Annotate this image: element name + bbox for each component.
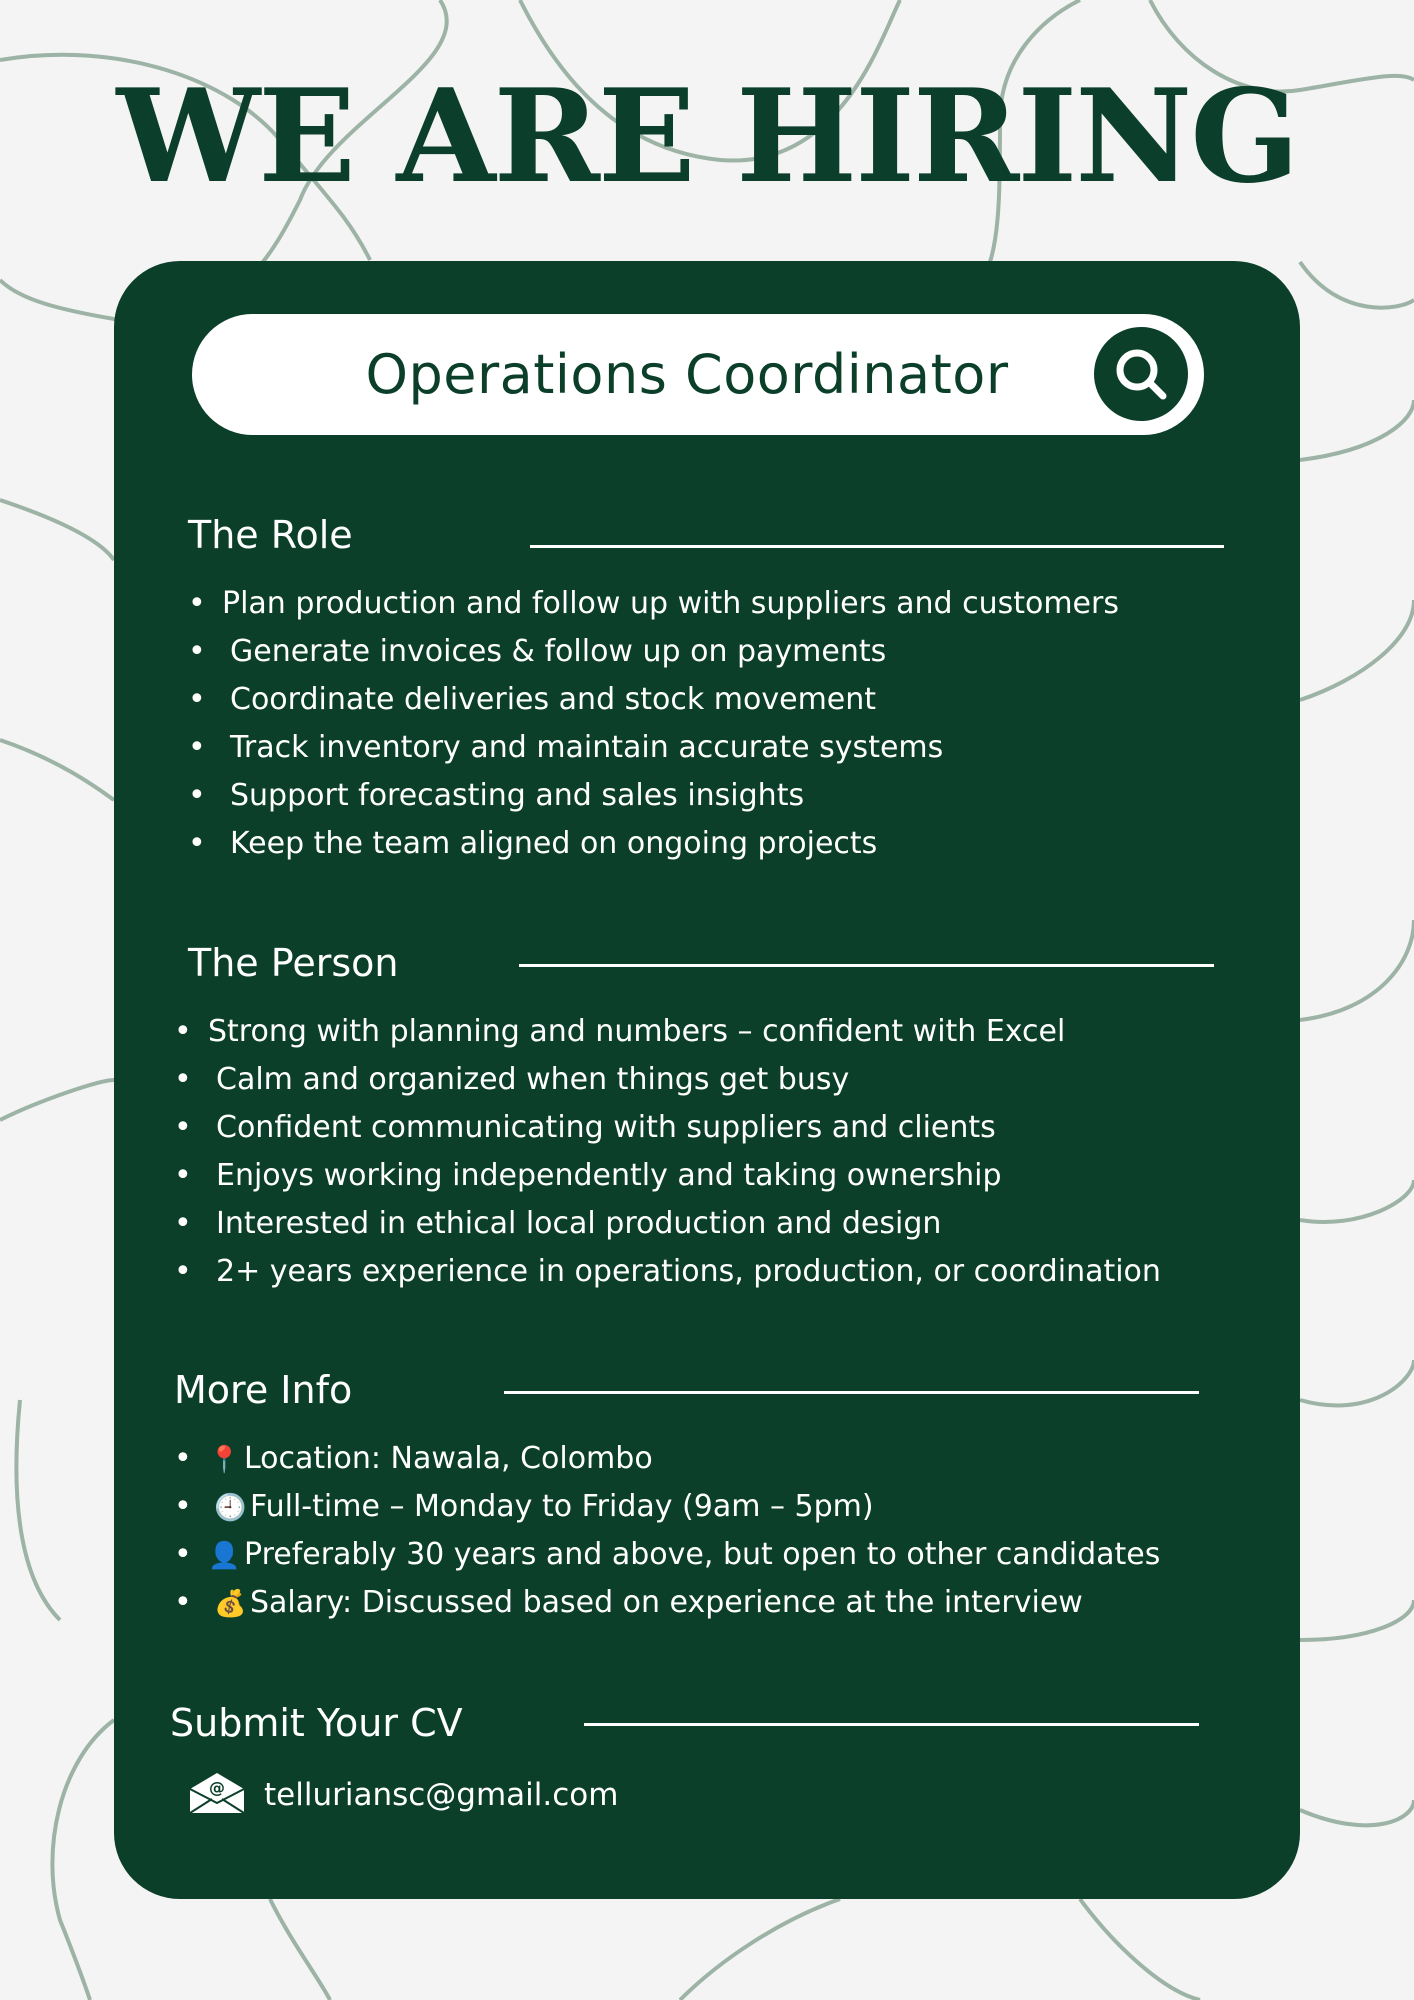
list-item: • Strong with planning and numbers – confident with Excel	[174, 1014, 1066, 1049]
list-item: • Generate invoices & follow up on payments	[188, 634, 887, 669]
list-item: • 🕘 Full-time – Monday to Friday (9am – 5pm)	[174, 1483, 1274, 1531]
clock-icon: 🕘	[214, 1493, 247, 1523]
page-title: WE ARE HIRING	[116, 62, 1298, 212]
list-item: • Support forecasting and sales insights	[188, 778, 805, 813]
search-button[interactable]	[1094, 327, 1188, 421]
section-divider	[519, 964, 1214, 967]
list-item: • Keep the team aligned on ongoing projects	[188, 826, 878, 861]
person-list	[174, 1008, 1274, 1296]
list-item: • Interested in ethical local production and design	[174, 1206, 942, 1241]
list-item: • 📍 Location: Nawala, Colombo	[174, 1435, 1274, 1483]
more-info-list	[174, 1435, 1274, 1627]
list-item: • 2+ years experience in operations, production, or coordination	[174, 1254, 1161, 1289]
section-title-submit: Submit Your CV	[170, 1701, 463, 1745]
section-divider	[584, 1723, 1199, 1726]
svg-text:@: @	[209, 1778, 225, 1797]
list-item: • Track inventory and maintain accurate systems	[188, 730, 944, 765]
job-title-bar	[192, 314, 1204, 435]
list-item: • Enjoys working independently and taking ownership	[174, 1158, 1002, 1193]
money-bag-icon: 💰	[214, 1589, 247, 1619]
list-item: • 💰 Salary: Discussed based on experience at the interview	[174, 1579, 1274, 1627]
section-title: The Role	[188, 513, 353, 557]
list-item: • Coordinate deliveries and stock movement	[188, 682, 877, 717]
job-card	[114, 261, 1300, 1899]
list-item: • Plan production and follow up with suppliers and customers	[188, 586, 1119, 621]
section-divider	[504, 1391, 1199, 1394]
person-icon: 👤	[208, 1541, 241, 1571]
list-item: • Confident communicating with suppliers and clients	[174, 1110, 996, 1145]
list-item: • Calm and organized when things get busy	[174, 1062, 850, 1097]
job-title: Operations Coordinator	[365, 343, 1009, 406]
email-address[interactable]: telluriansc@gmail.com	[264, 1777, 619, 1813]
search-icon	[1111, 344, 1171, 404]
section-title-person: The Person	[188, 941, 399, 985]
role-list	[188, 580, 1268, 868]
list-item: • 👤 Preferably 30 years and above, but open to other candidates	[174, 1531, 1274, 1579]
section-divider	[530, 545, 1224, 548]
section-title-more-info: More Info	[174, 1368, 353, 1412]
envelope-at-icon	[188, 1771, 246, 1815]
location-pin-icon: 📍	[208, 1445, 241, 1475]
